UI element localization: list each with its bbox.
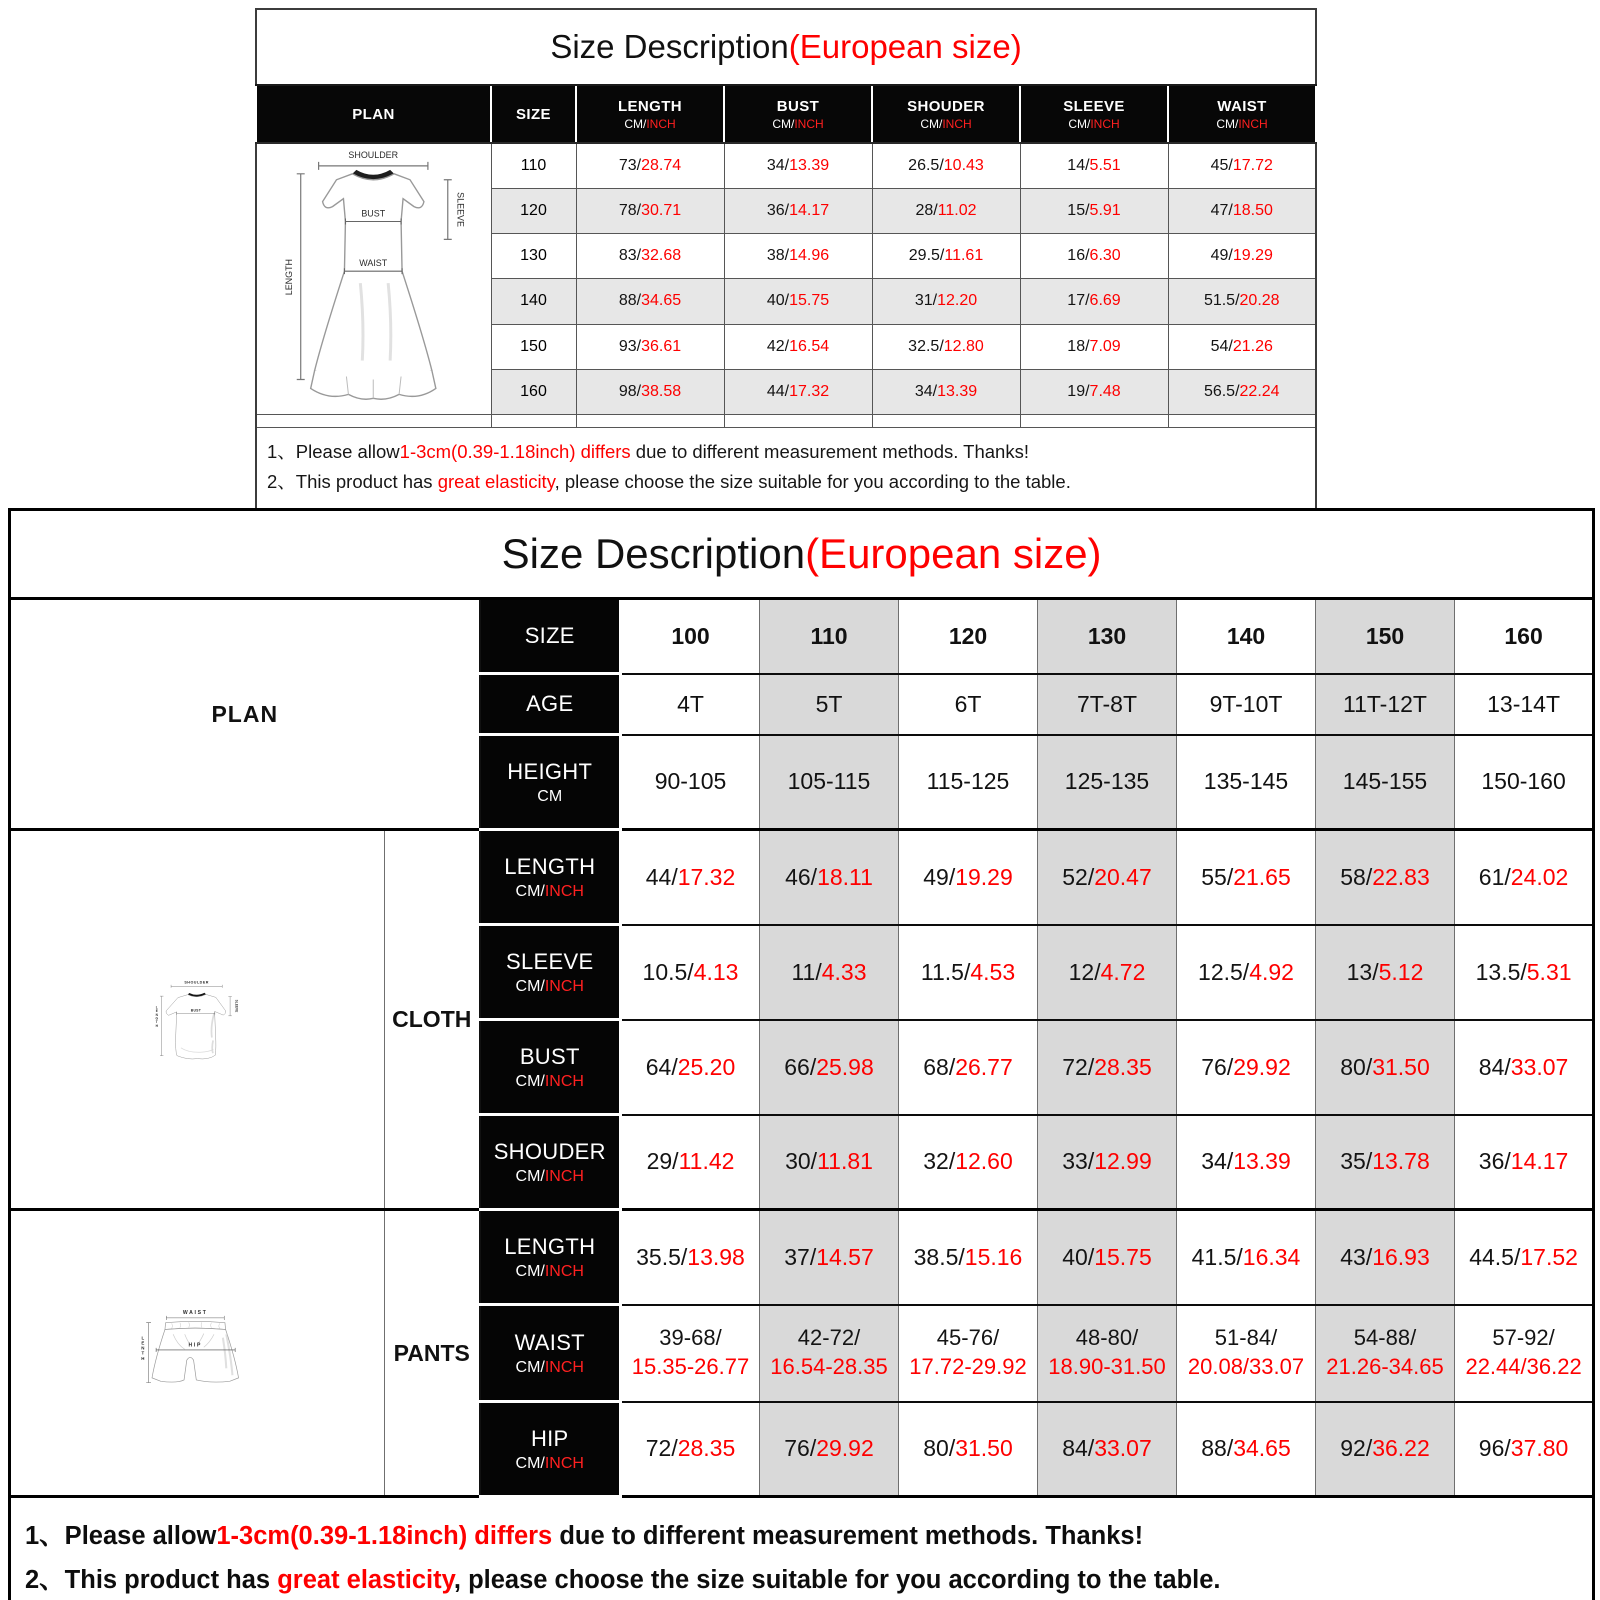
size-cell: 130 <box>491 234 576 279</box>
measure-cell: 26.5/10.43 <box>872 143 1020 188</box>
measure-cell: 44/17.32 <box>724 369 872 414</box>
notes-block <box>256 428 1316 510</box>
measure-cell: 11/4.33 <box>760 925 899 1020</box>
tshirt-shoulder-label: SHOULDER <box>184 979 209 984</box>
measure-cell: 92/36.22 <box>1316 1402 1455 1497</box>
measure-cell: 16/6.30 <box>1020 234 1168 279</box>
tshirt-length-label: L E N G T H <box>155 1004 159 1028</box>
tshirt-sleeve-label: SLEEVE <box>234 999 239 1012</box>
data-cell: 135-145 <box>1177 735 1316 830</box>
measure-cell: 34/13.39 <box>724 143 872 188</box>
row-header: SHOUDER CM/INCH <box>480 1115 621 1210</box>
data-cell: 125-135 <box>1038 735 1177 830</box>
shorts-waist-label: WAIST <box>182 1309 208 1316</box>
table-row <box>256 428 1316 510</box>
measure-cell: 45-76/ 17.72-29.92 <box>899 1305 1038 1402</box>
measure-cell: 64/25.20 <box>621 1020 760 1115</box>
data-cell: 11T-12T <box>1316 674 1455 735</box>
table-title <box>10 510 1594 599</box>
measure-cell: 28/11.02 <box>872 188 1020 233</box>
measure-cell: 32/12.60 <box>899 1115 1038 1210</box>
column-header: SHOUDER CM/INCH <box>872 85 1020 143</box>
measure-cell: 48-80/ 18.90-31.50 <box>1038 1305 1177 1402</box>
measure-cell: 12.5/4.92 <box>1177 925 1316 1020</box>
measure-cell: 83/32.68 <box>576 234 724 279</box>
measure-cell: 31/12.20 <box>872 279 1020 324</box>
measure-cell: 88/34.65 <box>1177 1402 1316 1497</box>
measure-cell: 13.5/5.31 <box>1455 925 1594 1020</box>
table-row <box>256 143 1316 188</box>
measure-cell: 54-88/ 21.26-34.65 <box>1316 1305 1455 1402</box>
measure-cell: 72/28.35 <box>621 1402 760 1497</box>
plan-header: PLAN <box>10 599 480 830</box>
measure-cell: 35/13.78 <box>1316 1115 1455 1210</box>
measure-cell: 51-84/ 20.08/33.07 <box>1177 1305 1316 1402</box>
measure-cell: 47/18.50 <box>1168 188 1316 233</box>
measure-cell: 68/26.77 <box>899 1020 1038 1115</box>
measure-cell: 72/28.35 <box>1038 1020 1177 1115</box>
measure-cell: 13/5.12 <box>1316 925 1455 1020</box>
size-cell: 160 <box>491 369 576 414</box>
data-cell: 6T <box>899 674 1038 735</box>
measure-cell: 42-72/ 16.54-28.35 <box>760 1305 899 1402</box>
measure-cell: 40/15.75 <box>724 279 872 324</box>
notes-block <box>10 1497 1594 1600</box>
data-cell: 110 <box>760 599 899 674</box>
shorts-diagram <box>10 1210 385 1497</box>
cloth-group-label: CLOTH <box>385 830 480 1210</box>
measure-cell: 36/14.17 <box>724 188 872 233</box>
data-cell: 4T <box>621 674 760 735</box>
row-header: WAIST CM/INCH <box>480 1305 621 1402</box>
data-cell: 7T-8T <box>1038 674 1177 735</box>
size-row-header: SIZE <box>480 599 621 674</box>
data-cell: 100 <box>621 599 760 674</box>
data-cell: 90-105 <box>621 735 760 830</box>
measure-cell: 80/31.50 <box>1316 1020 1455 1115</box>
shorts-diagram-svg <box>11 1307 384 1399</box>
row-header: LENGTH CM/INCH <box>480 830 621 925</box>
measure-cell: 37/14.57 <box>760 1210 899 1305</box>
header-row <box>256 85 1316 143</box>
measure-cell: 84/33.07 <box>1455 1020 1594 1115</box>
measure-cell: 14/5.51 <box>1020 143 1168 188</box>
measure-cell: 54/21.26 <box>1168 324 1316 369</box>
column-header: LENGTH CM/INCH <box>576 85 724 143</box>
measure-cell: 38/14.96 <box>724 234 872 279</box>
spacer-cell <box>1168 415 1316 428</box>
measure-cell: 45/17.72 <box>1168 143 1316 188</box>
measure-cell: 98/38.58 <box>576 369 724 414</box>
measure-cell: 96/37.80 <box>1455 1402 1594 1497</box>
measure-cell: 56.5/22.24 <box>1168 369 1316 414</box>
measure-cell: 80/31.50 <box>899 1402 1038 1497</box>
dress-bust-label: BUST <box>361 208 386 219</box>
measure-cell: 88/34.65 <box>576 279 724 324</box>
row-header: SLEEVE CM/INCH <box>480 925 621 1020</box>
data-cell: 145-155 <box>1316 735 1455 830</box>
size-cell: 120 <box>491 188 576 233</box>
row-header: LENGTH CM/INCH <box>480 1210 621 1305</box>
dress-length-label: LENGTH <box>283 259 294 296</box>
measure-cell: 61/24.02 <box>1455 830 1594 925</box>
measure-cell: 30/11.81 <box>760 1115 899 1210</box>
data-cell: 120 <box>899 599 1038 674</box>
note-line: 2、This product has great elasticity, please choose the size suitable for you according to the table. <box>25 1566 1221 1594</box>
measure-cell: 44.5/17.52 <box>1455 1210 1594 1305</box>
measure-cell: 29/11.42 <box>621 1115 760 1210</box>
data-cell: 150 <box>1316 599 1455 674</box>
title-text: Size Description <box>550 28 789 65</box>
data-cell: 140 <box>1177 599 1316 674</box>
pants-length-row <box>10 1210 1594 1305</box>
measure-cell: 40/15.75 <box>1038 1210 1177 1305</box>
tshirt-diagram-svg <box>11 974 384 1066</box>
measure-cell: 93/36.61 <box>576 324 724 369</box>
measure-cell: 76/29.92 <box>760 1402 899 1497</box>
size-cell: 150 <box>491 324 576 369</box>
size-cell: 140 <box>491 279 576 324</box>
measure-cell: 32.5/12.80 <box>872 324 1020 369</box>
measure-cell: 34/13.39 <box>872 369 1020 414</box>
column-header: WAIST CM/INCH <box>1168 85 1316 143</box>
shorts-length-label: L E N T H <box>141 1335 145 1361</box>
measure-cell: 73/28.74 <box>576 143 724 188</box>
spacer-cell <box>256 415 491 428</box>
column-header: SLEEVE CM/INCH <box>1020 85 1168 143</box>
measure-cell: 36/14.17 <box>1455 1115 1594 1210</box>
data-cell: 115-125 <box>899 735 1038 830</box>
size-row <box>10 599 1594 674</box>
measure-cell: 84/33.07 <box>1038 1402 1177 1497</box>
measure-cell: 29.5/11.61 <box>872 234 1020 279</box>
measure-cell: 49/19.29 <box>899 830 1038 925</box>
spacer-cell <box>491 415 576 428</box>
measure-cell: 76/29.92 <box>1177 1020 1316 1115</box>
measure-cell: 58/22.83 <box>1316 830 1455 925</box>
measure-cell: 49/19.29 <box>1168 234 1316 279</box>
measure-cell: 10.5/4.13 <box>621 925 760 1020</box>
spacer-cell <box>872 415 1020 428</box>
measure-cell: 34/13.39 <box>1177 1115 1316 1210</box>
measure-cell: 66/25.98 <box>760 1020 899 1115</box>
spacer-cell <box>576 415 724 428</box>
dress-sleeve-label: SLEEVE <box>455 192 466 227</box>
title-text: Size Description <box>501 530 806 577</box>
data-cell: 5T <box>760 674 899 735</box>
measure-cell: 18/7.09 <box>1020 324 1168 369</box>
measure-cell: 38.5/15.16 <box>899 1210 1038 1305</box>
spacer-cell <box>724 415 872 428</box>
measure-cell: 43/16.93 <box>1316 1210 1455 1305</box>
shorts-hip-label: HIP <box>188 1342 203 1349</box>
spacer-cell <box>1020 415 1168 428</box>
column-header: BUST CM/INCH <box>724 85 872 143</box>
measure-cell: 42/16.54 <box>724 324 872 369</box>
note-line: 1、Please allow1-3cm(0.39-1.18inch) differs due to different measurement methods. Thanks! <box>25 1522 1144 1550</box>
note-line: 2、This product has great elasticity, please choose the size suitable for you according to the table. <box>267 471 1071 493</box>
dress-diagram <box>256 143 491 415</box>
spacer-row <box>256 415 1316 428</box>
dress-diagram-svg <box>257 144 491 414</box>
data-cell: 130 <box>1038 599 1177 674</box>
pants-group-label: PANTS <box>385 1210 480 1497</box>
measure-cell: 33/12.99 <box>1038 1115 1177 1210</box>
tshirt-bust-label: BUST <box>190 1007 202 1012</box>
measure-cell: 12/4.72 <box>1038 925 1177 1020</box>
measure-cell: 55/21.65 <box>1177 830 1316 925</box>
table-row <box>256 9 1316 85</box>
measure-cell: 39-68/ 15.35-26.77 <box>621 1305 760 1402</box>
note-line: 1、Please allow1-3cm(0.39-1.18inch) differs due to different measurement methods. Thanks! <box>267 441 1029 463</box>
plan-column-header: PLAN <box>256 85 491 143</box>
measure-cell: 19/7.48 <box>1020 369 1168 414</box>
measure-cell: 46/18.11 <box>760 830 899 925</box>
measure-cell: 11.5/4.53 <box>899 925 1038 1020</box>
data-cell: 105-115 <box>760 735 899 830</box>
measure-cell: 41.5/16.34 <box>1177 1210 1316 1305</box>
row-header: HIP CM/INCH <box>480 1402 621 1497</box>
dress-shoulder-label: SHOULDER <box>348 149 399 160</box>
age-row-header: AGE <box>480 674 621 735</box>
table-title <box>256 9 1316 85</box>
size-column-header: SIZE <box>491 85 576 143</box>
measure-cell: 35.5/13.98 <box>621 1210 760 1305</box>
measure-cell: 17/6.69 <box>1020 279 1168 324</box>
measure-cell: 15/5.91 <box>1020 188 1168 233</box>
measure-cell: 44/17.32 <box>621 830 760 925</box>
title-accent-text: (European size) <box>788 28 1022 65</box>
size-table-dress <box>255 8 1317 510</box>
dress-waist-label: WAIST <box>359 258 388 269</box>
table-row <box>10 510 1594 599</box>
data-cell: 160 <box>1455 599 1594 674</box>
measure-cell: 51.5/20.28 <box>1168 279 1316 324</box>
size-cell: 110 <box>491 143 576 188</box>
height-label: HEIGHT <box>507 758 593 784</box>
data-cell: 150-160 <box>1455 735 1594 830</box>
cloth-length-row <box>10 830 1594 925</box>
unit-cm: CM <box>537 787 563 805</box>
row-header: BUST CM/INCH <box>480 1020 621 1115</box>
measure-cell: 78/30.71 <box>576 188 724 233</box>
title-accent-text: (European size) <box>805 530 1102 577</box>
table-row <box>10 1497 1594 1600</box>
measure-cell: 52/20.47 <box>1038 830 1177 925</box>
tshirt-diagram <box>10 830 385 1210</box>
height-row-header <box>480 735 621 830</box>
data-cell: 9T-10T <box>1177 674 1316 735</box>
data-cell: 13-14T <box>1455 674 1594 735</box>
measure-cell: 57-92/ 22.44/36.22 <box>1455 1305 1594 1402</box>
size-table-set <box>8 508 1595 1600</box>
